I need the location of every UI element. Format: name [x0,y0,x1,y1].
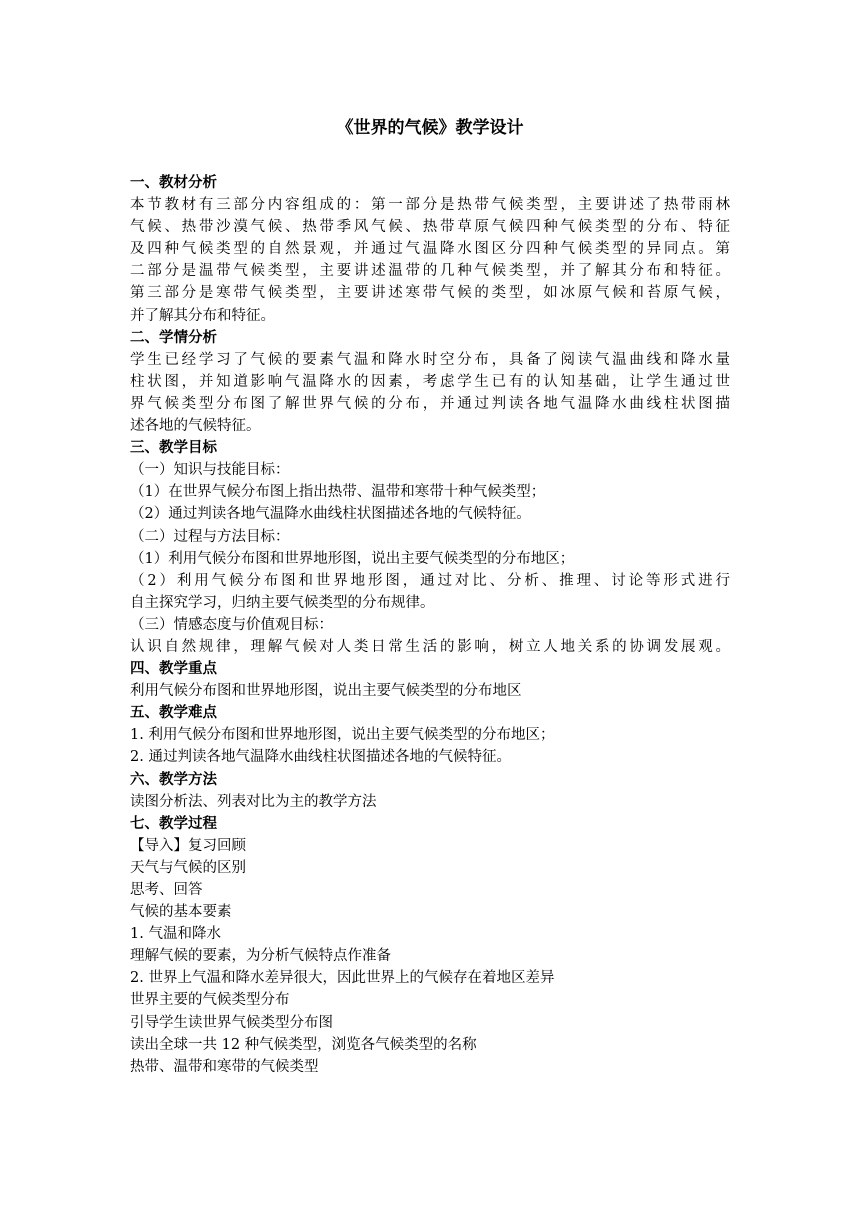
body-line: 读图分析法、列表对比为主的教学方法 [130,793,377,810]
body-line: （一）知识与技能目标： [130,462,290,479]
body-line: 引导学生读世界气候类型分布图 [130,1014,333,1031]
body-line: 气候、热带沙漠气候、热带季风气候、热带草原气候四种气候类型的分布、特征 [130,219,730,236]
body-line: 气候的基本要素 [130,904,232,921]
body-line: 理解气候的要素，为分析气候特点作准备 [130,948,391,965]
section-heading: 五、教学难点 [130,704,217,722]
document-title: 《世界的气候》教学设计 [336,118,524,138]
body-line: 世界主要的气候类型分布 [130,992,290,1009]
section-heading: 三、教学目标 [130,439,217,457]
section-heading: 六、教学方法 [130,770,217,788]
body-line: 读出全球一共 12 种气候类型，浏览各气候类型的名称 [130,1036,477,1053]
body-line: 认识自然规律，理解气候对人类日常生活的影响，树立人地关系的协调发展观。 [130,638,730,655]
body-line: 2. 世界上气温和降水差异很大，因此世界上的气候存在着地区差异 [130,970,555,987]
body-line: （1）利用气候分布图和世界地形图，说出主要气候类型的分布地区； [130,550,575,567]
body-line: （二）过程与方法目标： [130,528,290,545]
body-line: 界气候类型分布图了解世界气候的分布，并通过判读各地气温降水曲线柱状图描 [130,395,730,412]
body-line: 本节教材有三部分内容组成的：第一部分是热带气候类型，主要讲述了热带雨林 [130,197,730,214]
body-line: 并了解其分布和特征。 [130,307,275,324]
section-heading: 四、教学重点 [130,660,217,678]
body-line: （2）利用气候分布图和世界地形图，通过对比、分析、推理、讨论等形式进行 [130,572,730,589]
body-line: 思考、回答 [130,882,203,898]
body-line: 天气与气候的区别 [130,859,246,876]
body-line: 利用气候分布图和世界地形图，说出主要气候类型的分布地区 [130,683,522,700]
body-line: （2）通过判读各地气温降水曲线柱状图描述各地的气候特征。 [130,506,531,523]
body-line: （1）在世界气候分布图上指出热带、温带和寒带十种气候类型； [130,484,546,501]
body-line: 柱状图，并知道影响气温降水的因素，考虑学生已有的认知基础，让学生通过世 [130,373,730,390]
body-line: 学生已经学习了气候的要素气温和降水时空分布，具备了阅读气温曲线和降水量 [130,351,730,368]
section-heading: 一、教材分析 [130,174,217,191]
body-line: 自主探究学习，归纳主要气候类型的分布规律。 [130,594,435,611]
body-line: 2. 通过判读各地气温降水曲线柱状图描述各地的气候特征。 [130,749,511,766]
body-line: 【导入】复习回顾 [130,837,246,854]
body-line: 第三部分是寒带气候类型，主要讲述寒带气候的类型，如冰原气候和苔原气候， [130,285,730,302]
body-line: 述各地的气候特征。 [130,418,261,435]
body-line: 1. 利用气候分布图和世界地形图，说出主要气候类型的分布地区； [130,727,555,744]
body-line: 热带、温带和寒带的气候类型 [130,1058,319,1075]
body-line: （三）情感态度与价值观目标： [130,616,333,633]
body-line: 二部分是温带气候类型，主要讲述温带的几种气候类型，并了解其分布和特征。 [130,263,730,280]
body-line: 1. 气温和降水 [130,926,221,943]
body-line: 及四种气候类型的自然景观，并通过气温降水图区分四种气候类型的异同点。第 [130,241,730,258]
section-heading: 七、教学过程 [130,814,217,832]
section-heading: 二、学情分析 [130,328,217,346]
document-body [130,172,730,1078]
